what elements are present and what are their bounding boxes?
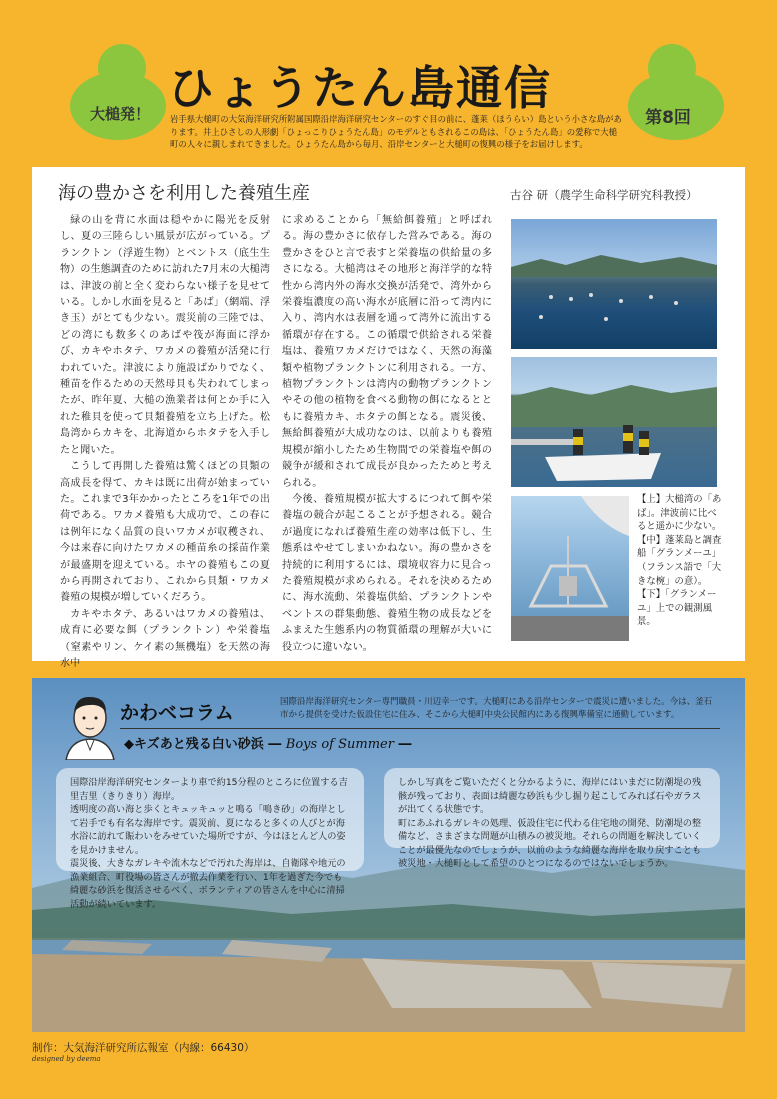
paragraph: しかし写真をご覧いただくと分かるように、海岸にはいまだに防潮堤の残骸が残っており、表面は綺麗な砂浜も少し掘り起こしてみれば石やガラスが出てくる状態です。 — [398, 777, 702, 815]
issue-number: 第8回 — [645, 108, 691, 128]
page-title: ひょうたん島通信 — [168, 61, 552, 115]
subtitle-en: Boys of Summer — [285, 737, 394, 752]
photo-observation-equipment — [511, 496, 629, 641]
subtitle-tail: ― — [398, 737, 412, 752]
paragraph: 震災後、大きなガレキや流木などで汚れた海岸は、自衛隊や地元の漁業組合、町役場の皆さんが撤去作業を行い、1年を過ぎた今でも綺麗な砂浜を復活させるべく、ボランティアの皆さんを中心に清掃活動が続いています。 — [70, 858, 346, 910]
columnist-avatar — [60, 692, 120, 760]
column-divider — [120, 728, 720, 729]
paragraph: こうして再開した養殖は驚くほどの貝類の高成長を得て、カキは既に出荷が始まっていた。これまで3年かかったところを1年での出荷である。ワカメ養殖も大成功で、この春には例年になく品質の良いワカメが収穫され、今は来春に向けたワカメの種苗糸の採苗作業が最盛期を迎えている。ホヤの養殖もこの夏から再開されており、これから貝類・ワカメ養殖の規模が増していくだろう。 — [60, 461, 270, 604]
gourd-icon-left — [62, 40, 174, 140]
photo-aba-buoys — [511, 219, 717, 349]
paragraph: 国際沿岸海洋研究センターより車で約15分程のところに位置する吉里吉里（きりきり）海岸。 — [70, 777, 348, 802]
paragraph: 今後、養殖規模が拡大するにつれて餌や栄養塩の競合が起こることが予想される。競合が過度になれば養殖生産の効率は低下し、生態系はやせてしまいかねない。海の豊かさを持続的に利用するには、環境収容力に見合った養殖規模が求められる。それを決めるために、海水流動、栄養塩供給、プランクトンやベントスの群集動態、養殖生物の成長などをふまえた生態系内の物質循環の理解が大いに役立つに違いない。 — [282, 493, 492, 653]
column-subtitle — [124, 733, 411, 752]
column-text-left — [56, 768, 364, 910]
credit-line: 制作：大気海洋研究所広報室（内線：66430） — [32, 1042, 255, 1054]
article-panel — [32, 167, 745, 669]
paragraph: カキやホタテ、あるいはワカメの養殖は、成育に必要な餌（プランクトン）や栄養塩（窒素やリン、ケイ素の無機塩）を天然の海水中 — [60, 608, 270, 669]
article-title: 海の豊かさを利用した養殖生産 — [58, 183, 310, 204]
designer-credit: designed by deema — [32, 1055, 101, 1063]
photo-research-boat — [511, 357, 717, 487]
article-author: 古谷 研（農学生命科学研究科教授） — [510, 188, 698, 202]
columnist-description: 国際沿岸海洋研究センター専門職員・川辺幸一です。大槌町にある沿岸センターで震災に遭いました。今は、釜石市から提供を受けた仮設住宅に住み、そこから大槌町中央公民館内にある復興準備室に通勤しています。 — [280, 697, 713, 720]
paragraph: 透明度の高い海と歩くとキュッキュッと鳴る「鳴き砂」の海岸として岩手でも有名な海岸です。震災前、夏になると多くの人びとが海水浴に訪れて賑わいをみせていた場所ですが、今はほとんど人の姿を見かけません。 — [70, 804, 346, 856]
column-name: かわベコラム — [120, 702, 234, 724]
column-panel — [32, 678, 745, 1032]
subtitle-jp: ◆キズあと残る白い砂浜 ― — [124, 737, 282, 752]
paragraph: に求めることから「無給餌養殖」と呼ばれる。海の豊かさに依存した営みである。海の豊かさをひと言で表すと栄養塩の供給量の多さになる。大槌湾はその地形と海洋学的な特性から湾内外の海水交換が活発で、湾外から栄養塩濃度の高い海水が底層に沿って湾内に入り、湾内水は表層を通って湾外に流出する循環が存在する。この循環で供給される栄養塩は、養殖ワカメだけではなく、天然の海藻類や植物プランクトンに利用される。一方、植物プランクトンは湾内の動物プランクトンやその他の植物を食べる動物の餌になるとともに養殖カキ、ホタテの餌となる。震災後、無給餌養殖が大成功なのは、以前よりも養殖規模が縮小したため生物間での栄養塩や餌の競争が緩和されて成長が良かったためと考えられる。 — [282, 215, 492, 489]
photo-caption: 【上】大槌湾の「あば」。津波前に比べると遥かに少ない。【中】蓬莱島と調査船「グランメーユ」（フランス語で「大きな椀」の意）。【下】「グランメーユ」上での観測風景。 — [637, 494, 722, 628]
paragraph: 緑の山を背に水面は穏やかに陽光を反射し、夏の三陸らしい風景が広がっている。プランクトン（浮遊生物）とベントス（底生生物）の生態調査のために訪れた7月末の大槌湾は、津波の前と全く変わらない様子を見せている。しかし水面を見ると「あば」（網端、浮き玉）がとても少ない。震災前の三陸では、どの湾にも数多くのあばや筏が海面に浮かび、カキやホタテ、ワカメの養殖が活発に行われていた。津波により施設ばかりでなく、種苗を作るための天然母貝も失われてしまったが、昨年夏、大槌の漁業者は何とか手に入れた稚貝を使って貝類養殖を立ち上げた。松島湾からカキを、北海道からホタテを入手したと聞いた。 — [60, 215, 270, 456]
column-text-right — [384, 768, 720, 869]
article-column-1 — [60, 213, 270, 672]
origin-badge: 大槌発！ — [89, 105, 150, 123]
article-column-2 — [282, 213, 492, 656]
intro-text: 岩手県大槌町の大気海洋研究所附属国際沿岸海洋研究センターのすぐ目の前に、蓬莱（ほうらい）島という小さな島があります。井上ひさしの人形劇「ひょっこりひょうたん島」のモデルともされるこの島は、「ひょうたん島」の愛称で大槌町の人々に親しまれてきました。ひょうたん島から毎月、沿岸センターと大槌町の復興の様子をお届けします。 — [170, 114, 622, 149]
paragraph: 町にあふれるガレキの処理、仮設住宅に代わる住宅地の開発、防潮堤の整備など、さまざまな問題が山積みの被災地。それらの問題を解決していくことが最優先なのでしょうが、以前のような綺麗な海岸を取り戻すことも被災地・大槌町として希望のひとつになるのではないでしょうか。 — [398, 817, 702, 869]
